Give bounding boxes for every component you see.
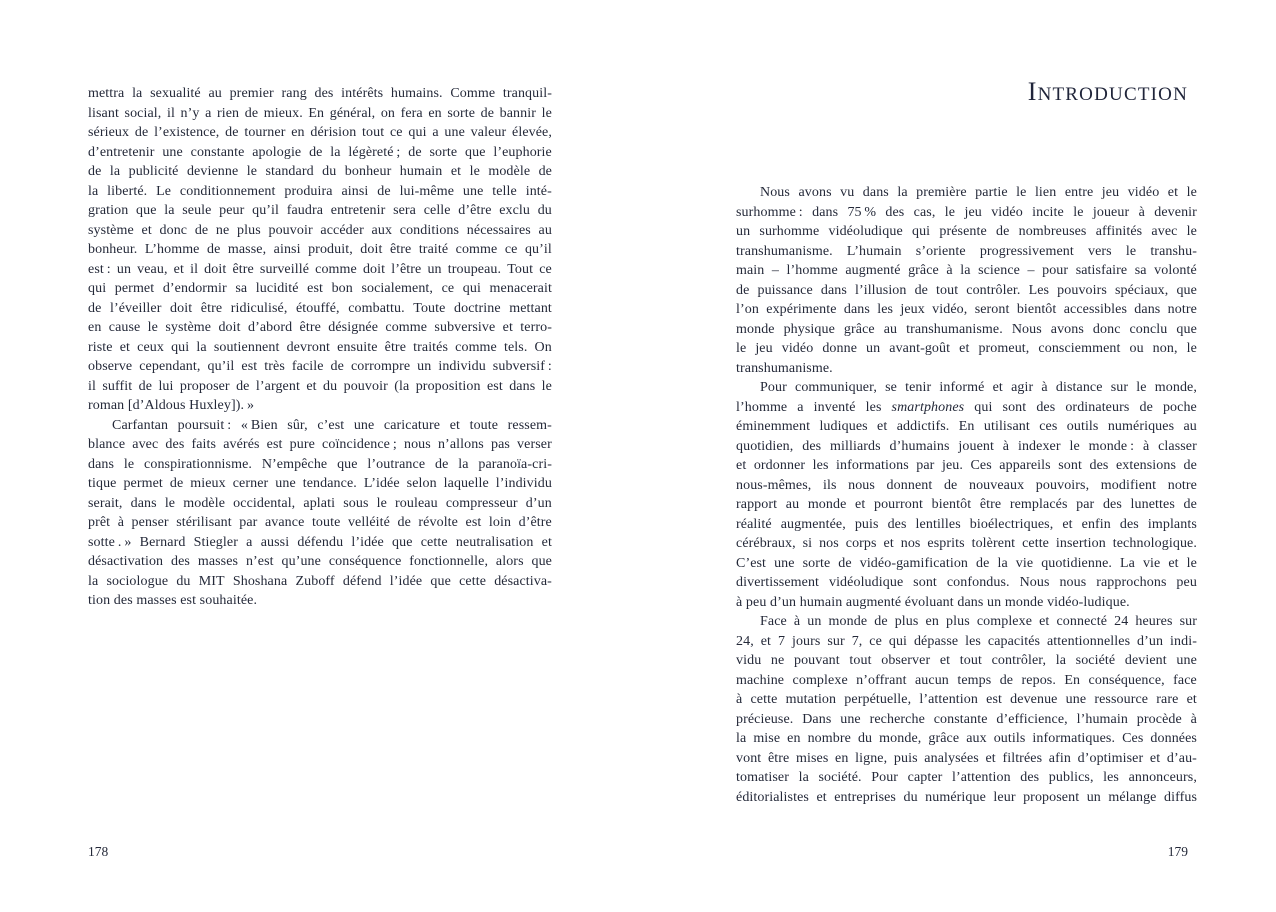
text-line: sérieux de l’existence, de tourner en dérision tout ce qui a une valeur élevée, <box>88 125 552 140</box>
text-line: de puissance dans l’illusion de tout contrôler. Les pouvoirs spéciaux, que <box>736 282 1197 298</box>
text-line: gration que la seule peur qu’il faudra entretenir sera celle d’être exclu du <box>88 203 552 218</box>
text-line: serait, dans le modèle occidental, aplati sous le rouleau compresseur d’un <box>88 495 552 511</box>
text-line: Nous avons vu dans la première partie le lien entre jeu vidéo et le <box>760 185 1197 200</box>
text-line: l’homme a inventé les smartphones qui sont des ordinateurs de poche <box>736 399 1197 415</box>
text-line: système et donc de ne plus pouvoir accéder aux conditions nécessaires au <box>88 222 552 238</box>
text-line: cérébraux, si nos corps et nos esprits tolèrent cette insertion technologique. <box>736 536 1197 551</box>
text-line: nous-mêmes, ils nous donnent de nouveaux pouvoirs, modifient notre <box>736 477 1197 493</box>
text-line: qui permet d’endormir sa lucidité est bon socialement, ce qui menacerait <box>88 281 552 296</box>
text-line: l’on expérimente dans les jeux vidéo, seront bientôt accessibles dans notre <box>736 302 1197 317</box>
text-line: le jeu vidéo donne un avant-goût et promeut, consciemment ou non, le <box>736 341 1197 356</box>
text-line: un surhomme vidéoludique qui présente de nombreuses affinités avec le <box>736 224 1197 239</box>
chapter-title <box>736 77 1197 107</box>
text-line: est : un veau, et il doit être surveillé comme doit l’être un troupeau. Tout ce <box>88 261 552 277</box>
text-line: C’est une sorte de vidéo-gamification de la vie quotidienne. La vie et le <box>736 555 1197 571</box>
text-line: en cause le système doit d’abord être désignée comme subversive et terro- <box>88 320 552 335</box>
text-line: dans le conspirationnisme. N’empêche que l’outrance de la paranoïa-cri- <box>88 456 552 472</box>
chapter-title-initial: I <box>1027 77 1038 106</box>
page-number: 179 <box>1167 844 1188 859</box>
text-line: éditorialistes et entreprises du numérique leur proposent un mélange diffus <box>736 789 1197 805</box>
text-line: Carfantan poursuit : « Bien sûr, c’est une caricature et toute ressem- <box>112 417 552 433</box>
text-line: riste et ceux qui la soutiennent devront ensuite être traités comme tels. On <box>88 339 552 355</box>
text-line: il suffit de lui proposer de l’argent et du pouvoir (la proposition est dans le <box>88 378 552 394</box>
text-line: divertissement vidéoludique sont confondus. Nous nous rapprochons peu <box>736 575 1197 590</box>
text-line: à peu d’un humain augmenté évoluant dans un monde vidéo-ludique. <box>736 594 1130 610</box>
text-line: blance avec des faits avérés est pure coïncidence ; nous n’allons pas verser <box>88 437 552 452</box>
text-line: et ordonner les informations par jeu. Ces appareils sont des extensions de <box>736 458 1197 473</box>
text-line: lisant social, il n’y a rien de mieux. En général, on fera en sorte de bannir le <box>88 105 552 121</box>
text-line: prêt à penser stérilisant par avance toute velléité de révolte est loin d’être <box>88 515 552 530</box>
text-line: monde physique grâce au transhumanisme. Nous avons donc conclu que <box>736 321 1197 337</box>
text-line: la mise en nombre du monde, grâce aux outils informatiques. Ces données <box>736 731 1197 746</box>
text-line: vont être mises en ligne, puis analysées et filtrées afin d’optimiser et d’au- <box>736 750 1197 766</box>
text-line: réalité augmentée, puis des lentilles bioélectriques, et enfin des implants <box>736 516 1197 532</box>
text-line: tomatiser la société. Pour capter l’attention des publics, les annonceurs, <box>736 770 1197 785</box>
text-line: précieuse. Dans une recherche constante d’efficience, l’humain procède à <box>736 711 1197 727</box>
page-left-text <box>88 84 552 611</box>
text-line: machine complexe n’offrant aucun temps de repos. En conséquence, face <box>736 672 1197 688</box>
text-line: Pour communiquer, se tenir informé et agir à distance sur le monde, <box>760 380 1197 395</box>
text-line: bonheur. L’homme de masse, ainsi produit, doit être traité comme ce qu’il <box>88 242 552 257</box>
text-line: à cette mutation perpétuelle, l’attention est devenue une ressource rare et <box>736 692 1197 707</box>
text-line: tique permet de mieux cerner une tendance. L’idée selon laquelle l’individu <box>88 476 552 491</box>
text-line: Face à un monde de plus en plus complexe et connecté 24 heures sur <box>760 614 1197 629</box>
page-number: 178 <box>88 844 109 859</box>
text-line: désactivation des masses n’est qu’une conséquence fonctionnelle, alors que <box>88 554 552 569</box>
text-line: rapport au monde et pourront bientôt être remplacés par des lunettes de <box>736 497 1197 512</box>
text-line: transhumanisme. <box>736 360 833 376</box>
chapter-title-rest: NTRODUCTION <box>1037 84 1188 105</box>
text-line: mettra la sexualité au premier rang des intérêts humains. Comme tranquil- <box>88 86 552 101</box>
text-line: transhumanisme. L’humain s’oriente progressivement vers le transhu- <box>736 243 1197 259</box>
text-line: main – l’homme augmenté grâce à la science – pour satisfaire sa volonté <box>736 263 1197 278</box>
text-line: surhomme : dans 75 % des cas, le jeu vidéo incite le joueur à devenir <box>736 204 1197 220</box>
text-line: de la publicité devienne le standard du bonheur humain et le modèle de <box>88 164 552 179</box>
text-line: sotte . » Bernard Stiegler a aussi défendu l’idée que cette neutralisation et <box>88 534 552 550</box>
text-line: tion des masses est souhaitée. <box>88 593 258 608</box>
text-line: de l’éveiller doit être ridiculisé, étouffé, combattu. Toute doctrine mettant <box>88 300 552 316</box>
text-line: éminemment ludiques et addictifs. En utilisant ces outils numériques au <box>736 419 1197 434</box>
text-line: la sociologue du MIT Shoshana Zuboff défend l’idée que cette désactiva- <box>88 573 552 589</box>
text-line: la liberté. Le conditionnement produira ainsi de lui-même une telle inté- <box>88 183 552 199</box>
page-right-text <box>736 183 1197 807</box>
text-line: 24, et 7 jours sur 7, ce qui dépasse les capacités attentionnelles d’un indi- <box>736 633 1197 649</box>
text-line: d’entretenir une constante apologie de la légèreté ; de sorte que l’euphorie <box>88 144 552 160</box>
text-line: roman [d’Aldous Huxley]). » <box>88 398 255 413</box>
text-line: vidu ne pouvant tout observer et tout contrôler, la société devient une <box>736 653 1197 668</box>
text-line: quotidien, des milliards d’humains jouent à indexer le monde : à classer <box>736 438 1197 454</box>
text-line: observe cependant, qu’il est très facile de corrompre un individu subversif : <box>88 359 552 374</box>
